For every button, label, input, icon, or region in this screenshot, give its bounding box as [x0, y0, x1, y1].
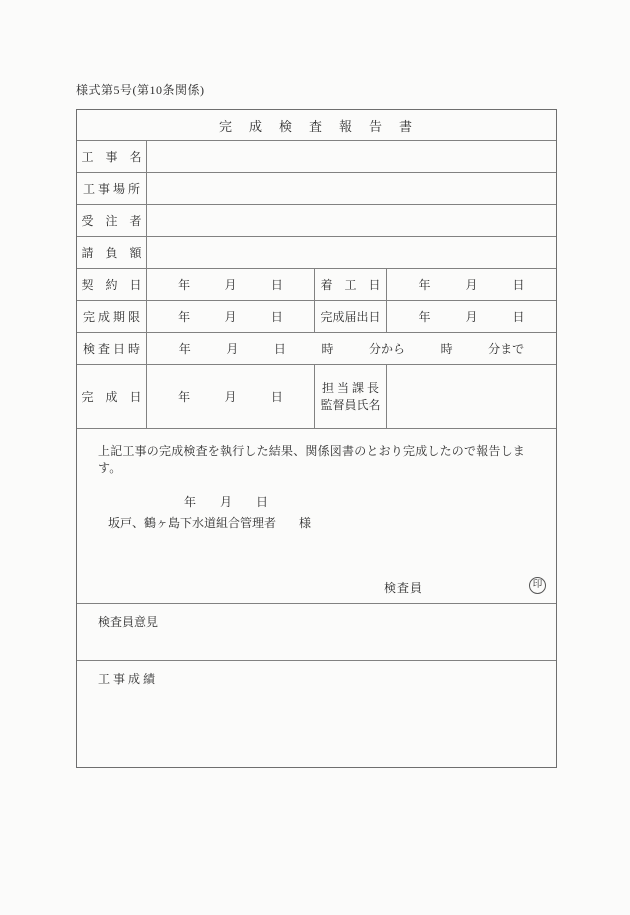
form-number: 様式第5号(第10条関係) — [76, 83, 205, 97]
statement-body: 上記工事の完成検査を執行した結果、関係図書のとおり完成したので報告します。 — [98, 444, 526, 475]
row-contract-amount — [77, 237, 556, 269]
value-contract-date — [147, 269, 315, 300]
label-construction-site: 工 事 場 所 — [77, 173, 147, 204]
unit-year: 年 — [178, 390, 191, 404]
unit-month: 月 — [226, 342, 239, 356]
row-construction-name — [77, 141, 556, 173]
value-completion-date — [147, 365, 315, 428]
unit-year: 年 — [178, 342, 191, 356]
value-supervisor — [387, 365, 556, 428]
unit-year: 年 — [418, 310, 431, 324]
label-start-date: 着 工 日 — [315, 269, 387, 300]
unit-year: 年 — [418, 278, 431, 292]
unit-hour: 時 — [321, 342, 334, 356]
unit-day: 日 — [270, 278, 283, 292]
label-contract-amount: 請 負 額 — [77, 237, 147, 268]
row-completion-deadline — [77, 301, 556, 333]
row-completion-date — [77, 365, 556, 429]
addressee-name: 坂戸、鶴ヶ島下水道組合管理者 — [108, 516, 277, 530]
supervisor-line1: 担 当 課 長 — [321, 380, 379, 395]
supervisor-line2: 監督員氏名 — [320, 397, 381, 412]
label-contract-date: 契 約 日 — [77, 269, 147, 300]
row-inspection-datetime — [77, 333, 556, 365]
value-contractor — [147, 205, 556, 236]
section-inspector-opinion — [77, 604, 556, 661]
value-completion-deadline — [147, 301, 315, 332]
label-completion-date: 完 成 日 — [77, 365, 147, 428]
unit-month: 月 — [465, 310, 478, 324]
label-supervisor — [315, 365, 387, 428]
section-construction-grade — [77, 661, 556, 767]
statement-addressee — [108, 514, 311, 531]
unit-month: 月 — [224, 310, 237, 324]
title-row — [77, 110, 556, 141]
unit-day: 日 — [512, 278, 525, 292]
page-title: 完 成 検 査 報 告 書 — [218, 118, 414, 134]
inspector-label: 検査員 — [384, 581, 424, 595]
label-inspector-opinion: 検査員意見 — [98, 615, 159, 629]
unit-minute-from: 分から — [369, 342, 406, 356]
label-construction-grade: 工 事 成 績 — [98, 672, 156, 686]
row-contractor — [77, 205, 556, 237]
unit-day: 日 — [273, 342, 286, 356]
unit-month: 月 — [224, 278, 237, 292]
value-contract-amount — [147, 237, 556, 268]
unit-day: 日 — [512, 310, 525, 324]
label-contractor: 受 注 者 — [77, 205, 147, 236]
unit-year: 年 — [178, 278, 191, 292]
row-construction-site — [77, 173, 556, 205]
value-construction-name — [147, 141, 556, 172]
seal-icon: 印 — [529, 577, 546, 594]
addressee-suffix: 様 — [299, 516, 312, 530]
value-inspection-datetime — [147, 333, 556, 364]
unit-month: 月 — [465, 278, 478, 292]
report-table — [76, 109, 557, 768]
label-inspection-datetime: 検 査 日 時 — [77, 333, 147, 364]
label-construction-name: 工 事 名 — [77, 141, 147, 172]
unit-month: 月 — [224, 390, 237, 404]
unit-minute-to: 分まで — [488, 342, 525, 356]
unit-day: 日 — [270, 390, 283, 404]
section-statement — [77, 429, 556, 604]
statement-date-line: 年 月 日 — [184, 495, 269, 509]
row-contract-date — [77, 269, 556, 301]
unit-hour: 時 — [440, 342, 453, 356]
value-construction-site — [147, 173, 556, 204]
value-start-date — [387, 269, 556, 300]
label-completion-deadline: 完 成 期 限 — [77, 301, 147, 332]
value-completion-notice-date — [387, 301, 556, 332]
unit-day: 日 — [270, 310, 283, 324]
unit-year: 年 — [178, 310, 191, 324]
label-completion-notice-date: 完成届出日 — [315, 301, 387, 332]
